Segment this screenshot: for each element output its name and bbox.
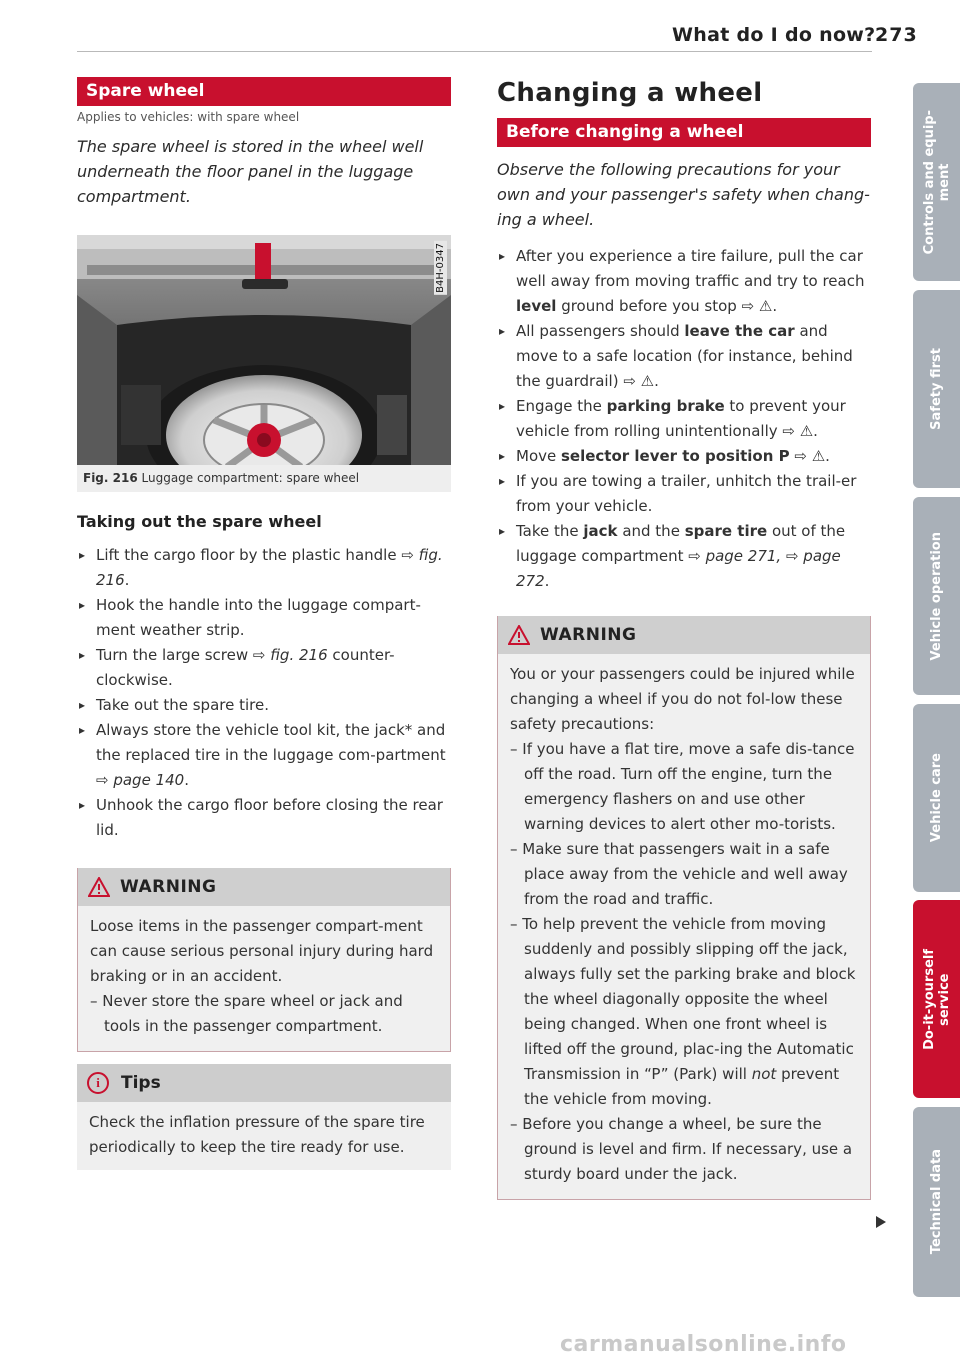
list-item: ▸ After you experience a tire failure, pull the car well away from moving traffic and try to reach level ground before you stop ⇨ ⚠. [497,244,871,319]
info-icon: i [87,1072,109,1094]
list-item: ▸ Always store the vehicle tool kit, the jack* and the replaced tire in the luggage com-partment ⇨ page 140. [77,718,451,793]
tips-header [77,1064,451,1102]
warning-triangle-icon [88,877,110,897]
side-tab-controls[interactable]: Controls and equip- ment [913,83,960,281]
list-item: ▸ Move selector lever to position P ⇨ ⚠. [497,444,871,469]
changing-intro: Observe the following precautions for your own and your passenger's safety when chang-ing a wheel. [497,160,870,229]
figure-216-image [77,235,451,465]
section-heading-spare-wheel: Spare wheel [77,77,451,106]
warning-item: – Never store the spare wheel or jack and tools in the passenger compartment. [90,992,403,1035]
side-tab-vehicle-care[interactable]: Vehicle care [913,704,960,892]
applicability-note: Applies to vehicles: with spare wheel [77,110,300,124]
list-item: ▸ Lift the cargo floor by the plastic handle ⇨ fig. 216. [77,543,451,593]
warning-item: – Before you change a wheel, be sure the ground is level and firm. If necessary, use a sturdy board under the jack. [510,1115,853,1183]
running-header-title: What do I do now? [672,24,876,46]
list-item: ▸ Turn the large screw ⇨ fig. 216 counter-clockwise. [77,643,451,693]
tips-text: Check the inflation pressure of the spare tire periodically to keep the tire ready for use. [89,1113,425,1156]
right-column [497,77,871,1200]
tips-box [77,1064,451,1170]
list-item: ▸ If you are towing a trailer, unhitch the trail-er from your vehicle. [497,469,871,519]
figure-link[interactable]: ⇨ fig. 216 [96,546,443,589]
continue-arrow-icon [876,1216,886,1228]
warning-text: You or your passengers could be injured while changing a wheel if you do not fol-low these safety precautions: [510,665,855,733]
side-tab-do-it-yourself[interactable]: Do-it-yourself service [913,900,960,1098]
warning-triangle-icon [508,625,530,645]
list-item: ▸ Unhook the cargo floor before closing the rear lid. [77,793,451,843]
list-item: ▸ Take out the spare tire. [77,693,451,718]
page-link[interactable]: ⇨ page 271, ⇨ page 272 [516,547,841,590]
warning-item: – To help prevent the vehicle from moving suddenly and possibly slipping off the jack, always fully set the parking brake and block the wheel diagonally opposite the wheel being changed. When one front wheel is lifted off the ground, plac-ing the Automatic Transmission in “P” (Park) will not prevent the vehicle from moving. [510,915,856,1108]
page-number: 273 [875,24,918,46]
page-link[interactable]: ⇨ page 140 [96,771,185,789]
left-column [77,77,451,1170]
list-item: ▸ Engage the parking brake to prevent your vehicle from rolling unintentionally ⇨ ⚠. [497,394,871,444]
warning-body [78,906,450,1051]
heading-taking-out-spare-wheel: Taking out the spare wheel [77,512,322,531]
figure-code: B4H-0347 [435,243,446,293]
figure-caption-text: Luggage compartment: spare wheel [141,471,360,485]
warning-header [78,868,450,906]
list-item: ▸ Take the jack and the spare tire out of the luggage compartment ⇨ page 271, ⇨ page 272. [497,519,871,594]
list-item: ▸ Hook the handle into the luggage compart-ment weather strip. [77,593,451,643]
taking-out-steps [77,543,451,843]
figure-caption-label: Fig. 216 [83,471,138,485]
list-item: ▸ All passengers should leave the car and move to a safe location (for instance, behind the guardrail) ⇨ ⚠. [497,319,871,394]
warning-item: – Make sure that passengers wait in a safe place away from the vehicle and well away from the road and traffic. [510,840,848,908]
spare-wheel-intro: The spare wheel is stored in the wheel well underneath the floor panel in the luggage compartment. [77,137,424,206]
side-tab-vehicle-operation[interactable]: Vehicle operation [913,497,960,695]
warning-box-left [77,868,451,1052]
warning-box-right [497,616,871,1200]
side-tab-safety-first[interactable]: Safety first [913,290,960,488]
figure-caption [77,465,451,492]
before-changing-steps [497,244,871,594]
heading-changing-a-wheel: Changing a wheel [497,78,763,108]
tips-label: Tips [121,1073,161,1093]
warning-label: WARNING [540,625,637,645]
warning-body [498,654,870,1199]
warning-header [498,616,870,654]
header-divider [77,51,872,52]
site-watermark: carmanualsonline.info [560,1332,847,1357]
warning-text: Loose items in the passenger compart-ment can cause serious personal injury during hard braking or in an accident. [90,917,434,985]
side-tab-technical-data[interactable]: Technical data [913,1107,960,1297]
section-heading-before-changing: Before changing a wheel [497,118,871,147]
warning-label: WARNING [120,877,217,897]
spare-wheel-illustration [77,235,451,465]
warning-item: – If you have a flat tire, move a safe dis-tance off the road. Turn off the engine, turn the emergency flashers on and use other warning devices to alert other mo-torists. [510,740,855,833]
figure-link[interactable]: ⇨ fig. 216 [252,646,328,664]
